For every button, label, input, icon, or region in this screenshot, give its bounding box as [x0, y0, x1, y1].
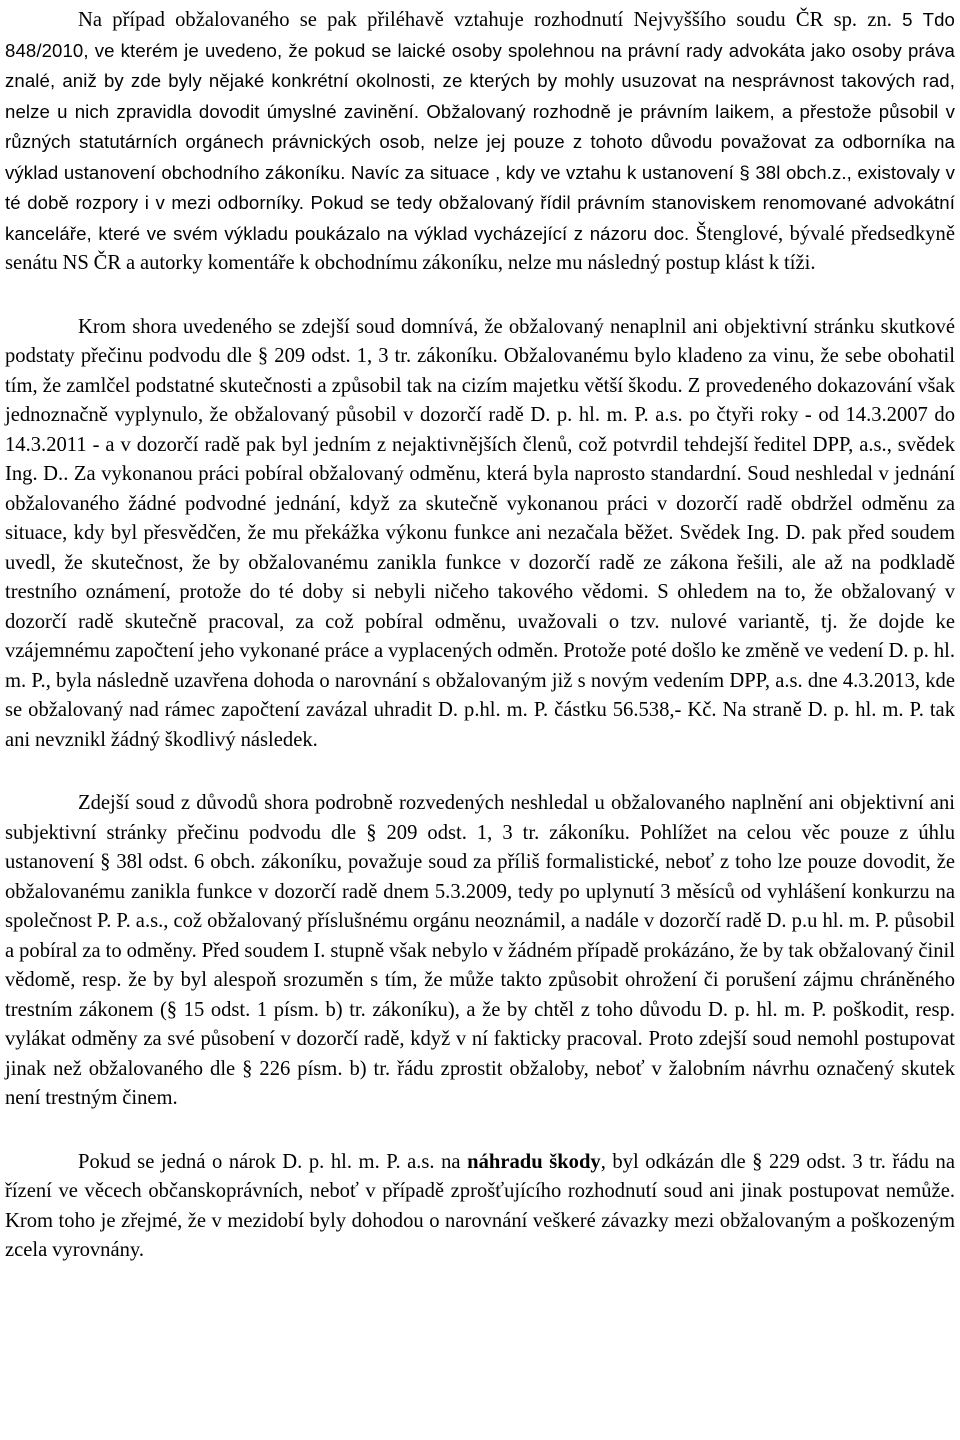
text-segment: Na případ obžalovaného se pak přiléhavě vztahuje rozhodnutí Nejvyššího soudu ČR sp. zn.	[78, 9, 903, 31]
document-page	[5, 0, 955, 1266]
text-segment: Navíc za situace , kdy ve vztahu k ustanovení § 38l obch.z., existovaly v té době rozpory i v mezi odborníky.	[5, 161, 955, 213]
paragraph-damages-claim	[5, 1148, 955, 1266]
text-segment: Obžalovaný rozhodně je právním laikem, a přestože působil v různých statutárních orgánech právnických osob, nelze jej pouze z tohoto důvodu považovat za odborníka na výklad ustanovení obchodního zákoníku.	[5, 100, 955, 183]
text-segment: Pokud se tedy obžalovaný řídil právním stanoviskem renomované advokátní kanceláře, které ve svém výkladu poukázalo na výklad vycházející z názoru doc.	[5, 192, 955, 244]
paragraph-objective-aspect	[5, 313, 955, 756]
paragraph-supreme-court-ruling	[5, 5, 955, 279]
text-segment: Zdejší soud z důvodů shora podrobně rozvedených neshledal u obžalovaného naplnění ani objektivní ani subjektivní stránky přečinu podvodu dle § 209 odst. 1, 3 tr. zákoníku. Pohlížet na celou věc pouze z úhlu ustanovení § 38l odst. 6 obch. zákoníku, považuje soud za příliš formalistické, neboť z toho lze pouze dovodit, že obžalovanému zanikla funkce v dozorčí radě dnem 5.3.2009, tedy po uplynutí 3 měsíců od vyhlášení konkurzu na společnost P. P. a.s., což obžalovaný příslušnému orgánu neoznámil, a nadále v dozorčí radě D. p.u hl. m. P. působil a pobíral za to odměny. Před soudem I. stupně však nebylo v žádném případě prokázáno, že by tak obžalovaný činil vědomě, resp. že by byl alespoň srozuměn s tím, že může takto způsobit ohrožení či porušení zájmu chráněného trestním zákonem (§ 15 odst. 1 písm. b) tr. zákoníku), a že by chtěl z toho důvodu D. p. hl. m. P. poškodit, resp. vylákat odměny za své působení v dozorčí radě, když v ní fakticky pracoval. Proto zdejší soud nemohl postupovat jinak než obžalovaného dle § 226 písm. b) tr. řádu zprostit obžaloby, neboť v žalobním návrhu označený skutek není trestným činem.	[5, 792, 955, 1109]
emphasis-damages: náhradu škody	[467, 1150, 601, 1173]
text-segment: 5 Tdo 848/2010, ve kterém je uvedeno, že pokud se laické osoby spolehnou na právní rady advokáta jako osoby práva znalé, aniž by zde byly nějaké konkrétní okolnosti, ze kterých by mohly usuzovat na nesprávnost takových rad, nelze u nich zpravidla dovodit úmyslné zavinění.	[5, 9, 955, 122]
text-segment: Pokud se jedná o nárok D. p. hl. m. P. a.s. na	[78, 1150, 468, 1173]
paragraph-acquittal-reasoning	[5, 789, 955, 1114]
text-segment: Krom shora uvedeného se zdejší soud domnívá, že obžalovaný nenaplnil ani objektivní stránku skutkové podstaty přečinu podvodu dle § 209 odst. 1, 3 tr. zákoníku. Obžalovanému bylo kladeno za vinu, že sebe obohatil tím, že zamlčel podstatné skutečnosti a způsobil tak na cizím majetku větší škodu. Z provedeného dokazování však jednoznačně vyplynulo, že obžalovaný působil v dozorčí radě D. p. hl. m. P. a.s. po čtyři roky - od 14.3.2007 do 14.3.2011 - a v dozorčí radě pak byl jedním z nejaktivnějších členů, což potvrdil tehdejší ředitel DPP, a.s., svědek Ing. D.. Za vykonanou práci pobíral obžalovaný odměnu, která byla naprosto standardní. Soud neshledal v jednání obžalovaného žádné podvodné jednání, když za skutečně vykonanou práci v dozorčí radě obdržel odměnu za situace, kdy byl přesvědčen, že mu překážka výkonu funkce ani nezačala běžet. Svědek Ing. D. pak před soudem uvedl, že skutečnost, že by obžalovanému zanikla funkce v dozorčí radě ze zákona řešili, ale až na podkladě trestního oznámení, protože do té doby si nebyli ničeho takového vědomi. S ohledem na to, že obžalovaný v dozorčí radě skutečně pracoval, za což pobíral odměnu, uvažovali o tzv. nulové variantě, tj. že dojde ke vzájemnému započtení jeho vykonané práce a vyplacených odměn. Protože poté došlo ke změně ve vedení D. p. hl. m. P., byla následně uzavřena dohoda o narovnání s obžalovaným již s novým vedením DPP, a.s. dne 4.3.2013, kde se obžalovaný nad rámec započtení zavázal uhradit D. p.hl. m. P. částku 56.538,- Kč. Na straně D. p. hl. m. P. tak ani nevznikl žádný škodlivý následek.	[5, 315, 955, 751]
text-segment: Štenglové, bývalé předsedkyně senátu NS ČR a autorky komentáře k obchodnímu zákoníku, nelze mu následný postup klást k tíži.	[5, 222, 955, 274]
text-segment: , byl odkázán dle § 229 odst. 3 tr. řádu na řízení ve věcech občanskoprávních, neboť v případě zprošťujícího rozhodnutí soud ani jinak postupovat nemůže. Krom toho je zřejmé, že v mezidobí byly dohodou o narovnání veškeré závazky mezi obžalovaným a poškozeným zcela vyrovnány.	[5, 1150, 955, 1261]
